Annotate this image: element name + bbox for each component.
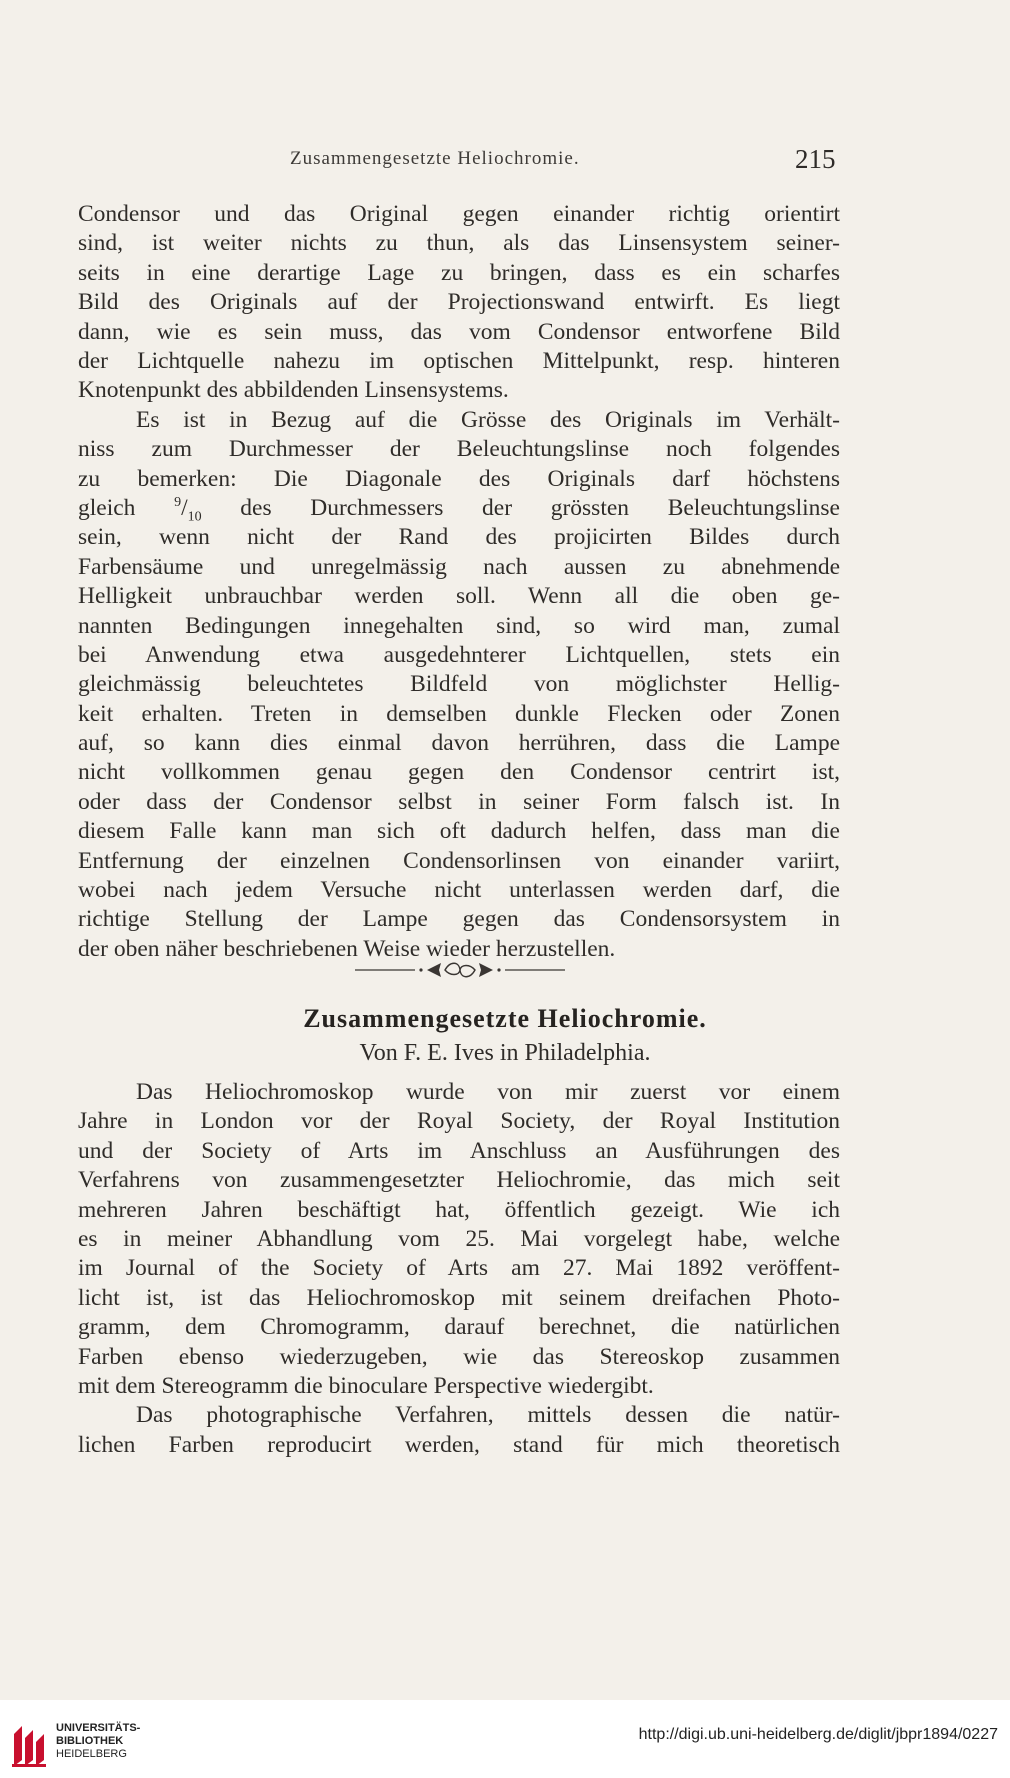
text-line: Jahre in London vor der Royal Society, der Royal Institution bbox=[78, 1108, 840, 1135]
fraction-numerator: 9 bbox=[174, 495, 182, 511]
fraction-denominator: 10 bbox=[187, 509, 202, 525]
ornament-divider-icon bbox=[355, 958, 565, 982]
text-line: nannten Bedingungen innegehalten sind, so wird man, zumal bbox=[78, 612, 840, 639]
text-line: und der Society of Arts im Anschluss an Ausführungen des bbox=[78, 1137, 840, 1164]
text-line: im Journal of the Society of Arts am 27. Mai 1892 veröffent- bbox=[78, 1255, 840, 1282]
text-line: richtige Stellung der Lampe gegen das Condensorsystem in bbox=[78, 906, 840, 933]
text-line: Farbensäume und unregelmässig nach aussen zu abnehmende bbox=[78, 553, 840, 580]
text-line: es in meiner Abhandlung vom 25. Mai vorgelegt habe, welche bbox=[78, 1225, 840, 1252]
university-library-logo-icon bbox=[10, 1720, 50, 1770]
text-line: lichen Farben reproducirt werden, stand für mich theoretisch bbox=[78, 1431, 840, 1458]
article-author: Von F. E. Ives in Philadelphia. bbox=[359, 1040, 651, 1066]
text-line: Das Heliochromoskop wurde von mir zuerst vor einem bbox=[136, 1079, 840, 1105]
text-line: Das photographische Verfahren, mittels dessen die natür- bbox=[136, 1402, 840, 1429]
source-url-link[interactable]: http://digi.ub.uni-heidelberg.de/diglit/jbpr1894/0227 bbox=[638, 1726, 998, 1743]
text-line: Condensor und das Original gegen einander richtig orientirt bbox=[78, 201, 840, 227]
text-line: oder dass der Condensor selbst in seiner Form falsch ist. In bbox=[78, 788, 840, 815]
text-line: Verfahrens von zusammengesetzter Heliochromie, das mich seit bbox=[78, 1167, 840, 1194]
paragraph-1 bbox=[78, 200, 840, 406]
paragraph-2 bbox=[78, 406, 840, 964]
library-name-line: BIBLIOTHEK bbox=[56, 1735, 124, 1747]
library-name-line: UNIVERSITÄTS- bbox=[56, 1722, 141, 1734]
text-line: niss zum Durchmesser der Beleuchtungslinse noch folgendes bbox=[78, 436, 840, 463]
text-line: sein, wenn nicht der Rand des projicirten Bildes durch bbox=[78, 524, 840, 551]
text-line: wobei nach jedem Versuche nicht unterlassen werden darf, die bbox=[78, 877, 840, 904]
text-line-fraction bbox=[78, 494, 840, 523]
text-line: mit dem Stereogramm die binoculare Perspective wiedergibt. bbox=[78, 1372, 654, 1399]
text-line: gramm, dem Chromogramm, darauf berechnet, die natürlichen bbox=[78, 1314, 840, 1341]
text-line: dann, wie es sein muss, das vom Condensor entworfene Bild bbox=[78, 318, 840, 345]
text-line: licht ist, ist das Heliochromoskop mit seinem dreifachen Photo- bbox=[78, 1284, 840, 1311]
library-name-line: HEIDELBERG bbox=[56, 1748, 127, 1760]
text-line: Entfernung der einzelnen Condensorlinsen von einander variirt, bbox=[78, 847, 840, 874]
text-line: Knotenpunkt des abbildenden Linsensystems. bbox=[78, 377, 509, 404]
text-line: Es ist in Bezug auf die Grösse des Originals im Verhält- bbox=[136, 406, 840, 433]
paragraph-3 bbox=[78, 1078, 840, 1401]
text-line: Farben ebenso wiederzugeben, wie das Stereoskop zusammen bbox=[78, 1343, 840, 1370]
text-line: bei Anwendung etwa ausgedehnterer Lichtquellen, stets ein bbox=[78, 641, 840, 668]
paragraph-4 bbox=[78, 1401, 840, 1460]
page-number: 215 bbox=[795, 144, 836, 174]
fraction-slash: / bbox=[181, 494, 188, 521]
footer-bar bbox=[0, 1700, 1010, 1778]
text-line: seits in eine derartige Lage zu bringen, dass es ein scharfes bbox=[78, 259, 840, 286]
text-line: Helligkeit unbrauchbar werden soll. Wenn all die oben ge- bbox=[78, 583, 840, 610]
fraction-prefix: gleich bbox=[78, 494, 175, 521]
running-header: Zusammengesetzte Heliochromie. bbox=[290, 148, 580, 169]
text-line: zu bemerken: Die Diagonale des Originals darf höchstens bbox=[78, 465, 840, 492]
text-line: Bild des Originals auf der Projectionswand entwirft. Es liegt bbox=[78, 289, 840, 316]
text-line: der Lichtquelle nahezu im optischen Mittelpunkt, resp. hinteren bbox=[78, 347, 840, 374]
text-line: der oben näher beschriebenen Weise wieder herzustellen. bbox=[78, 935, 616, 962]
text-line: sind, ist weiter nichts zu thun, als das Linsensystem seiner- bbox=[78, 230, 840, 257]
library-name bbox=[56, 1722, 140, 1761]
text-line: nicht vollkommen genau gegen den Condensor centrirt ist, bbox=[78, 759, 840, 786]
text-line: auf, so kann dies einmal davon herrühren, dass die Lampe bbox=[78, 730, 840, 757]
text-line: gleichmässig beleuchtetes Bildfeld von möglichster Hellig- bbox=[78, 671, 840, 698]
text-line: keit erhalten. Treten in demselben dunkle Flecken oder Zonen bbox=[78, 700, 840, 727]
article-title: Zusammengesetzte Heliochromie. bbox=[303, 1004, 707, 1033]
text-line: diesem Falle kann man sich oft dadurch helfen, dass man die bbox=[78, 818, 840, 845]
fraction-suffix: des Durchmessers der grössten Beleuchtungslinse bbox=[201, 494, 840, 521]
text-line: mehreren Jahren beschäftigt hat, öffentlich gezeigt. Wie ich bbox=[78, 1196, 840, 1223]
